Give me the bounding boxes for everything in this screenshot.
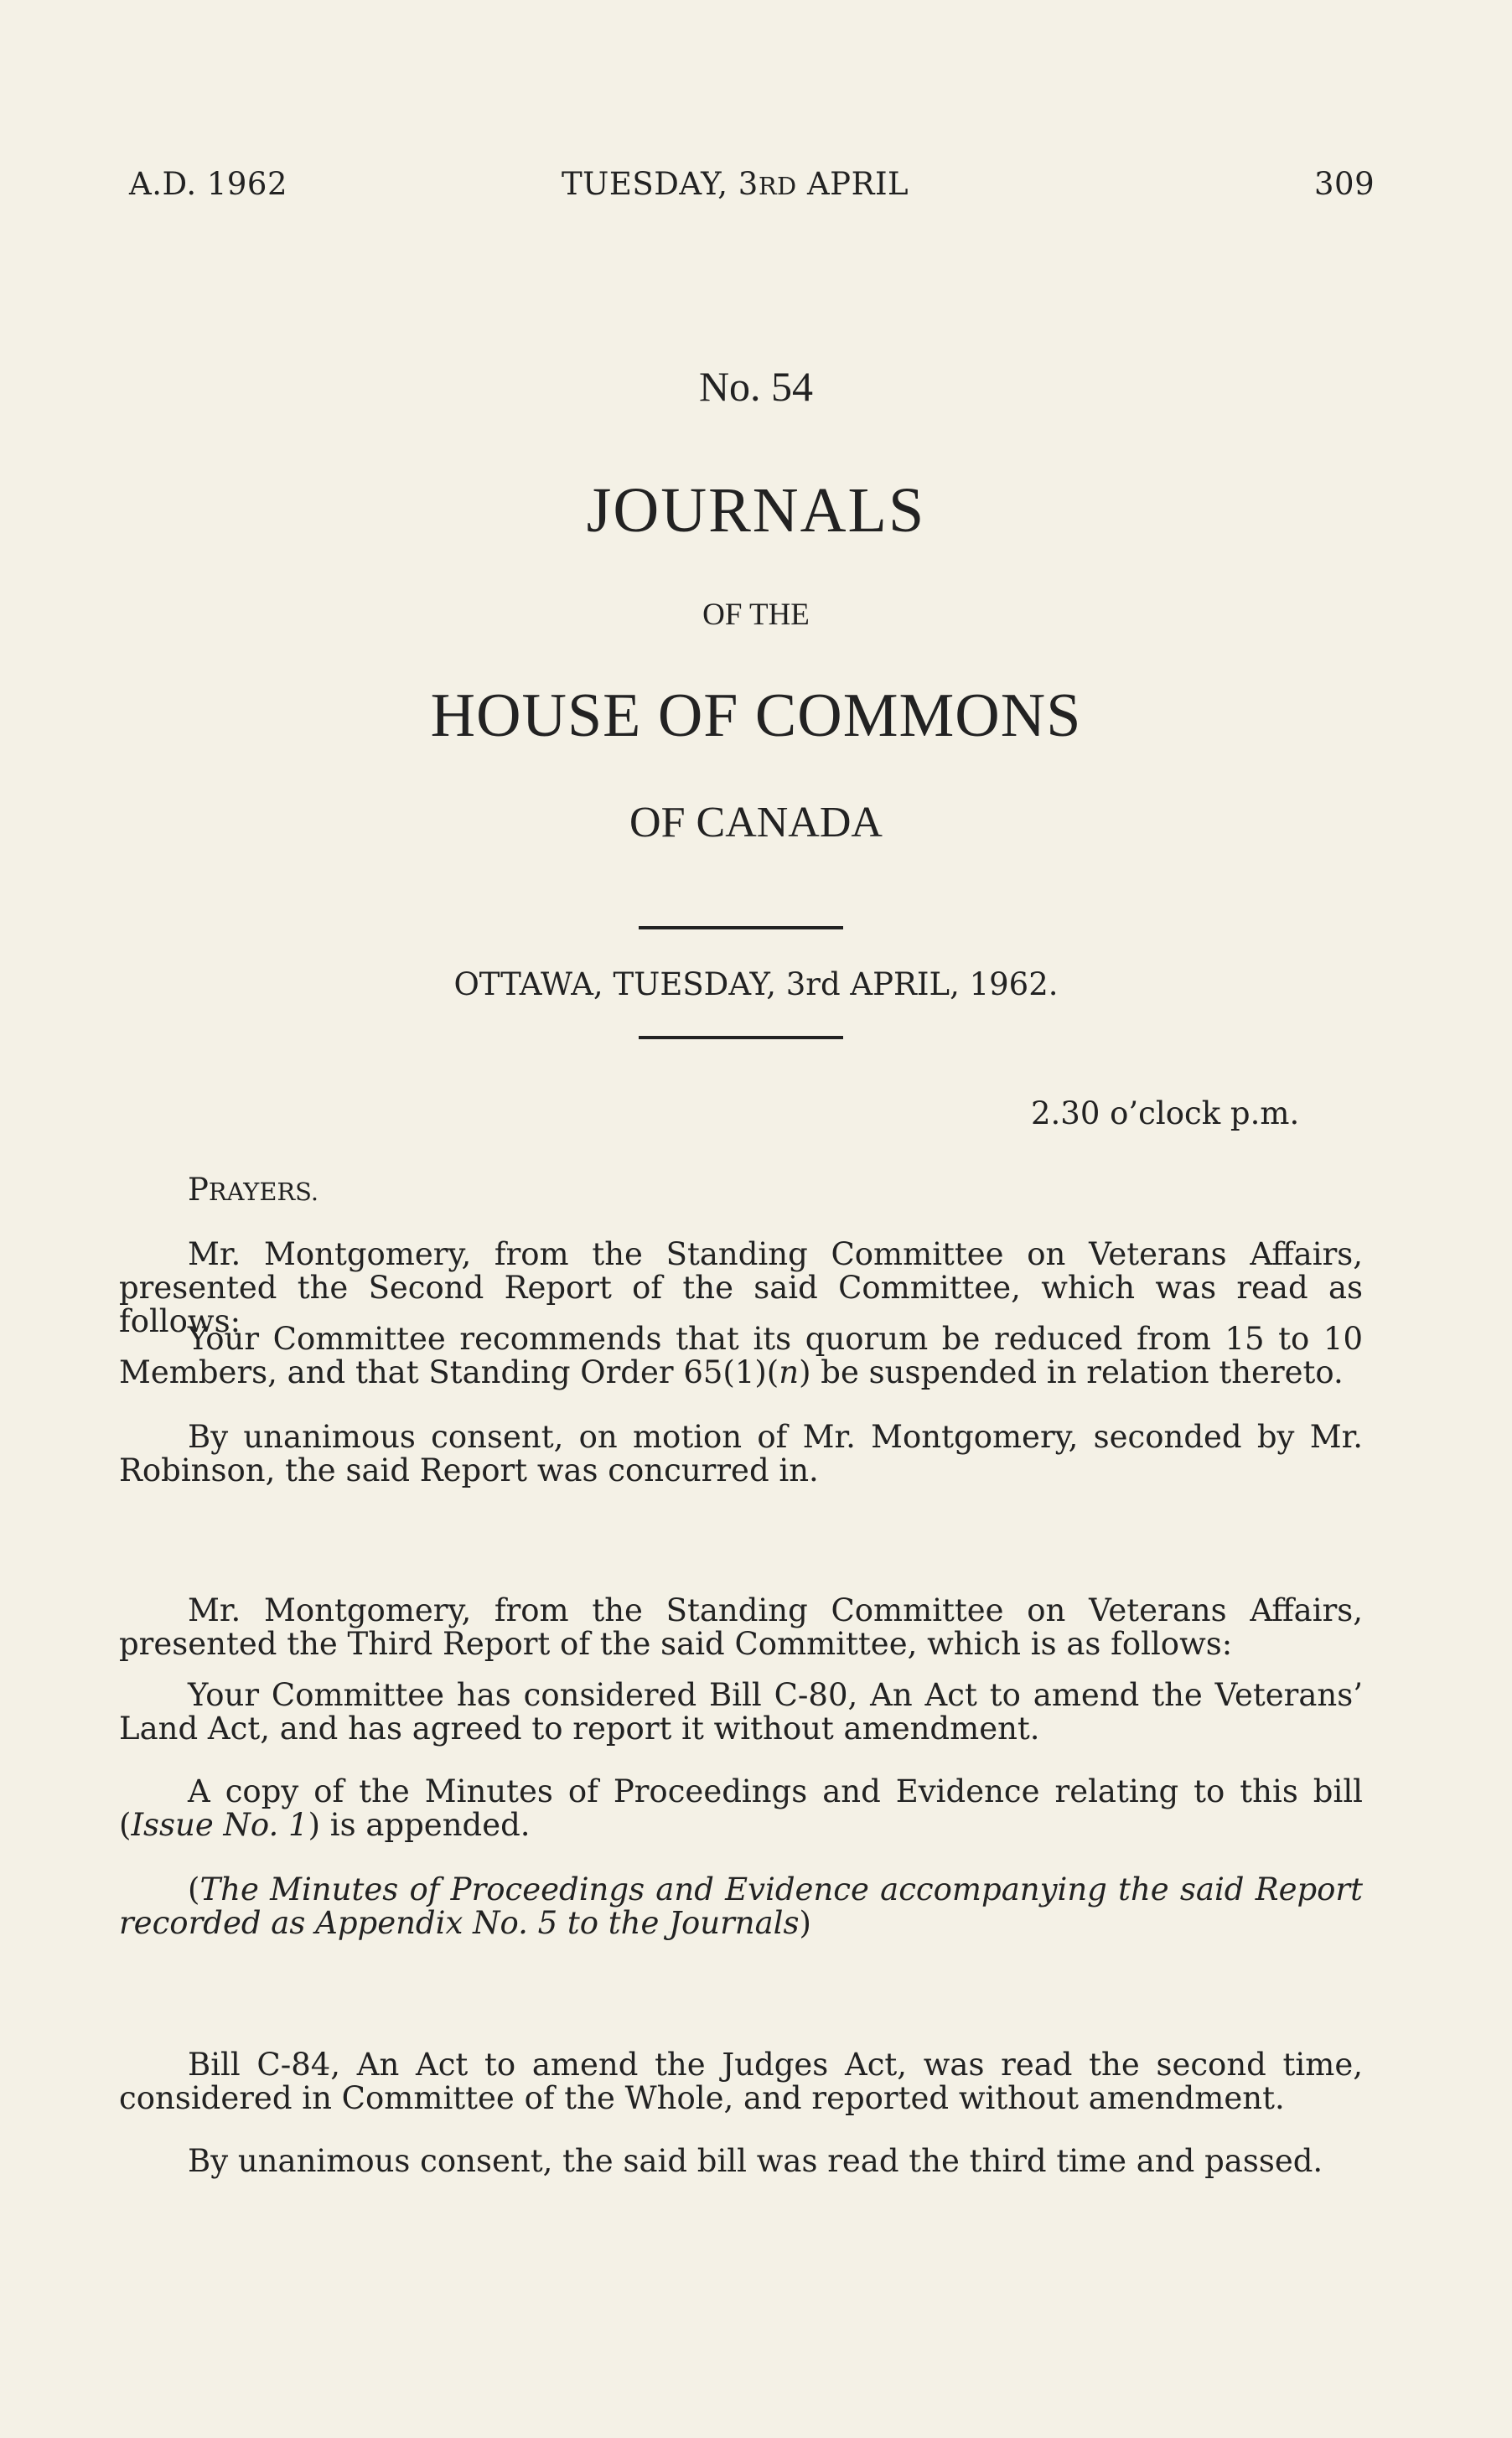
paragraph-appendix-note: (The Minutes of Proceedings and Evidence accompanying the said Report recorded as Appendix No. 5 to the Journals): [119, 1871, 1363, 1941]
page-number: 309: [1314, 166, 1375, 202]
paragraph-third-reading: By unanimous consent, the said bill was read the third time and passed.: [188, 2143, 1323, 2179]
house-of-commons-title: HOUSE OF COMMONS: [430, 681, 1082, 750]
paragraph-third-report: Mr. Montgomery, from the Standing Committee on Veterans Affairs, presented the Third Report of the said Committee, which is as follows:: [119, 1592, 1363, 1662]
paragraph-concurrence: By unanimous consent, on motion of Mr. Montgomery, seconded by Mr. Robinson, the said Report was concurred in.: [119, 1419, 1363, 1488]
issue-number: No. 54: [698, 363, 814, 410]
paragraph-minutes-copy: A copy of the Minutes of Proceedings and Evidence relating to this bill (Issue No. 1) is appended.: [119, 1773, 1363, 1843]
dateline: OTTAWA, TUESDAY, 3rd APRIL, 1962.: [453, 966, 1059, 1002]
running-head-date: TUESDAY, 3RD APRIL: [562, 166, 909, 202]
paragraph-bill-c84: Bill C-84, An Act to amend the Judges Act, was read the second time, considered in Committee of the Whole, and reported without amendment.: [119, 2047, 1363, 2116]
paragraph-quorum-recommendation: Your Committee recommends that its quorum be reduced from 15 to 10 Members, and that Standing Order 65(1)(n) be suspended in relation thereto.: [119, 1321, 1363, 1390]
divider-top: [639, 926, 843, 929]
of-canada-label: OF CANADA: [629, 799, 883, 846]
running-head-year: A.D. 1962: [129, 166, 288, 202]
sitting-time: 2.30 o’clock p.m.: [1031, 1095, 1300, 1131]
of-the-label: OF THE: [702, 598, 810, 632]
paragraph-bill-c80: Your Committee has considered Bill C-80, An Act to amend the Veterans’ Land Act, and has agreed to report it without amendment.: [119, 1677, 1363, 1747]
prayers-heading: PRAYERS.: [188, 1172, 319, 1208]
journal-title: JOURNALS: [586, 475, 926, 546]
divider-bottom: [639, 1036, 843, 1039]
paragraph-second-report: Mr. Montgomery, from the Standing Committee on Veterans Affairs, presented the Second Report of the said Committee, which was read as follows:: [119, 1236, 1363, 1339]
